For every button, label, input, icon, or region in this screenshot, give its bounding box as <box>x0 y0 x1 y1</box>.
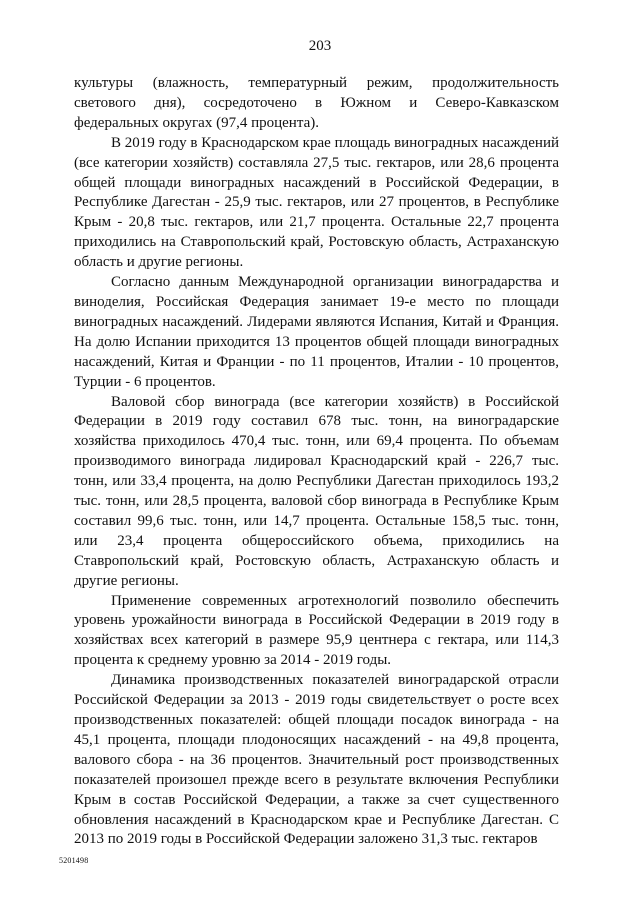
document-code: 5201498 <box>59 856 89 865</box>
paragraph: Применение современных агротехнологий позволило обеспечить уровень урожайности винограда в Российской Федерации в 2019 году в хозяйствах всех категорий в размере 95,9 центнера с гектара, или 114,3 процента к среднему уровню за 2014 - 2019 годы. <box>74 592 559 669</box>
paragraph: Валовой сбор винограда (все категории хозяйств) в Российской Федерации в 2019 году составил 678 тыс. тонн, на виноградарские хозяйства приходилось 470,4 тыс. тонн, или 69,4 процента. По объемам производимого винограда лидировал Краснодарский край - 226,7 тыс. тонн, или 33,4 процента, на долю Республики Дагестан приходилось 193,2 тыс. тонн, или 28,5 процента, валовой сбор винограда в Республике Крым составил 99,6 тыс. тонн, или 14,7 процента. Остальные 158,5 тыс. тонн, или 23,4 процента общероссийского объема, приходились на Ставропольский край, Ростовскую область, Астраханскую область и другие регионы. <box>74 393 559 589</box>
body-text <box>74 74 559 850</box>
page-number: 203 <box>308 38 332 54</box>
paragraph: культуры (влажность, температурный режим, продолжительность светового дня), сосредоточено в Южном и Северо-Кавказском федеральных округах (97,4 процента). <box>74 75 559 131</box>
paragraph: Динамика производственных показателей виноградарской отрасли Российской Федерации за 2013 - 2019 годы свидетельствует о росте всех производственных показателей: общей площади посадок винограда - на 45,1 процента, площади плодоносящих насаждений - на 49,8 процента, валового сбора - на 36 процентов. Значительный рост производственных показателей произошел прежде всего в результате включения Республики Крым в состав Российской Федерации, а также за счет существенного обновления насаждений в Краснодарском крае и Республике Дагестан. С 2013 по 2019 годы в Российской Федерации заложено 31,3 тыс. гектаров <box>74 672 559 848</box>
paragraph: Согласно данным Международной организации виноградарства и виноделия, Российская Федерация занимает 19-е место по площади виноградных насаждений. Лидерами являются Испания, Китай и Франция. На долю Испании приходится 13 процентов общей площади виноградных насаждений, Китая и Франции - по 11 процентов, Италии - 10 процентов, Турции - 6 процентов. <box>74 274 559 390</box>
paragraph: В 2019 году в Краснодарском крае площадь виноградных насаждений (все категории хозяйств) составляла 27,5 тыс. гектаров, или 28,6 процента общей площади виноградных насаждений в Российской Федерации, в Республике Дагестан - 25,9 тыс. гектаров, или 27 процентов, в Республике Крым - 20,8 тыс. гектаров, или 21,7 процента. Остальные 22,7 процента приходились на Ставропольский край, Ростовскую область, Астраханскую область и другие регионы. <box>74 134 559 271</box>
